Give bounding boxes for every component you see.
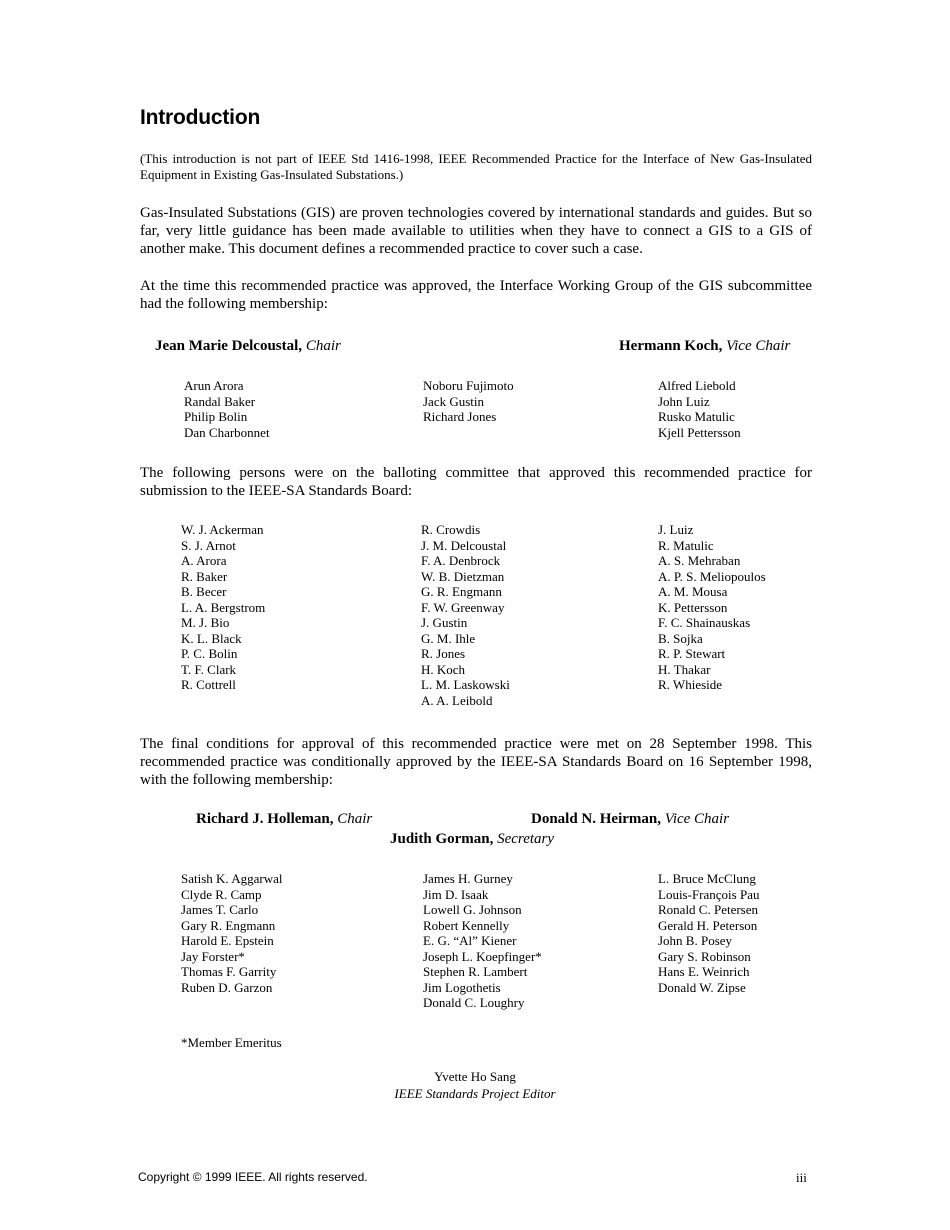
wg-chair — [155, 337, 341, 355]
balloting-member: G. R. Engmann — [421, 584, 502, 599]
board-member: Lowell G. Johnson — [423, 902, 522, 917]
wg-member: John Luiz — [658, 393, 710, 409]
board-member: Ronald C. Petersen — [658, 902, 759, 917]
board-member: Satish K. Aggarwal — [181, 871, 283, 886]
balloting-member: R. Whieside — [658, 677, 723, 692]
approval-paragraph: The final conditions for approval of this recommended practice were met on 28 September 1998. This recommended practice was conditionally approved by the IEEE-SA Standards Board on 16 September 1998, with the following membership: — [140, 736, 812, 788]
board-vice-chair-role: Vice Chair — [664, 811, 730, 827]
board-member: Hans E. Weinrich — [658, 964, 750, 979]
wg-vice-chair — [619, 337, 790, 355]
editor-name: Yvette Ho Sang — [434, 1069, 516, 1084]
balloting-paragraph: The following persons were on the balloting committee that approved this recommended practice for submission to the IEEE-SA Standards Board: — [140, 465, 812, 499]
wg-member: Noboru Fujimoto — [423, 378, 514, 393]
balloting-member: L. A. Bergstrom — [181, 599, 266, 615]
board-member: E. G. “Al” Kiener — [423, 933, 517, 948]
balloting-member: J. M. Delcoustal — [421, 537, 507, 553]
board-member: Donald W. Zipse — [658, 979, 746, 995]
balloting-column-2 — [421, 522, 510, 708]
wg-member: Kjell Pettersson — [658, 424, 741, 440]
page-title: Introduction — [140, 106, 261, 129]
balloting-member: R. Baker — [181, 568, 228, 584]
board-secretary-role: Secretary — [497, 831, 555, 847]
wg-member: Randal Baker — [184, 393, 256, 409]
balloting-member: R. Crowdis — [421, 522, 481, 537]
balloting-member: R. P. Stewart — [658, 646, 726, 661]
board-member: Gary S. Robinson — [658, 948, 751, 964]
balloting-member: G. M. Ihle — [421, 630, 476, 646]
wg-member: Richard Jones — [423, 409, 497, 424]
board-member: Thomas F. Garrity — [181, 964, 277, 979]
wg-member: Philip Bolin — [184, 409, 248, 424]
board-member: Gerald H. Peterson — [658, 917, 758, 933]
balloting-member: H. Thakar — [658, 661, 711, 677]
board-secretary — [390, 830, 554, 848]
board-vice-chair — [531, 810, 729, 828]
board-member: Jim D. Isaak — [423, 886, 489, 902]
wg-member: Rusko Matulic — [658, 409, 735, 424]
balloting-member: R. Jones — [421, 646, 466, 661]
board-member: L. Bruce McClung — [658, 871, 756, 886]
balloting-member: F. C. Shainauskas — [658, 615, 751, 630]
wg-member: Dan Charbonnet — [184, 424, 270, 440]
board-member: James T. Carlo — [181, 902, 259, 917]
board-member: Gary R. Engmann — [181, 917, 276, 933]
board-secretary-name: Judith Gorman, — [390, 831, 494, 847]
balloting-member: L. M. Laskowski — [421, 677, 510, 692]
board-member: Harold E. Epstein — [181, 933, 274, 948]
board-member: Stephen R. Lambert — [423, 964, 528, 979]
footer-copyright: Copyright © 1999 IEEE. All rights reserved. — [138, 1170, 368, 1184]
editor-title: IEEE Standards Project Editor — [394, 1086, 556, 1101]
editor-block — [0, 1068, 950, 1102]
intro-paragraph-1: Gas-Insulated Substations (GIS) are proven technologies covered by international standards and guides. But so far, very little guidance has been made available to utilities when they have to connect a GIS to a GIS of another make. This document defines a recommended practice to cover such a case. — [140, 205, 812, 257]
board-chair — [196, 810, 372, 828]
board-member: James H. Gurney — [423, 871, 513, 886]
board-member: Robert Kennelly — [423, 917, 510, 933]
emeritus-note: *Member Emeritus — [181, 1035, 282, 1050]
balloting-column-1 — [181, 522, 265, 693]
board-member: Jay Forster* — [181, 948, 245, 964]
balloting-member: J. Luiz — [658, 522, 694, 537]
footer-page-number: iii — [796, 1170, 807, 1185]
wg-members-column-1 — [184, 378, 270, 440]
intro-note: (This introduction is not part of IEEE Std 1416-1998, IEEE Recommended Practice for the Interface of New Gas-Insulated Equipment in Existing Gas-Insulated Substations.) — [140, 151, 812, 182]
wg-member: Arun Arora — [184, 378, 244, 393]
wg-members-column-2 — [423, 378, 514, 425]
board-chair-name: Richard J. Holleman, — [196, 811, 334, 827]
balloting-member: K. L. Black — [181, 630, 242, 646]
wg-member: Jack Gustin — [423, 393, 485, 409]
board-member: Clyde R. Camp — [181, 886, 262, 902]
balloting-member: W. J. Ackerman — [181, 522, 264, 537]
board-member: Ruben D. Garzon — [181, 979, 273, 995]
balloting-member: M. J. Bio — [181, 615, 230, 630]
board-member: Donald C. Loughry — [423, 995, 525, 1010]
wg-vice-chair-role: Vice Chair — [726, 338, 791, 354]
intro-paragraph-2: At the time this recommended practice was approved, the Interface Working Group of the GIS subcommittee had the following membership: — [140, 278, 812, 312]
balloting-member: A. S. Mehraban — [658, 553, 741, 568]
balloting-column-3 — [658, 522, 766, 693]
board-member: Jim Logothetis — [423, 979, 501, 995]
balloting-member: K. Pettersson — [658, 599, 728, 615]
board-members-column-2 — [423, 871, 542, 1011]
wg-chair-name: Jean Marie Delcoustal, — [155, 338, 303, 354]
balloting-member: A. A. Leibold — [421, 692, 493, 708]
balloting-member: W. B. Dietzman — [421, 568, 505, 584]
balloting-member: H. Koch — [421, 661, 466, 677]
balloting-member: R. Matulic — [658, 537, 714, 553]
balloting-member: B. Becer — [181, 584, 227, 599]
balloting-member: F. W. Greenway — [421, 599, 505, 615]
balloting-member: A. M. Mousa — [658, 584, 728, 599]
balloting-member: A. P. S. Meliopoulos — [658, 568, 766, 584]
balloting-member: B. Sojka — [658, 630, 703, 646]
balloting-member: T. F. Clark — [181, 661, 237, 677]
board-member: Joseph L. Koepfinger* — [423, 948, 542, 964]
balloting-member: P. C. Bolin — [181, 646, 238, 661]
board-members-column-1 — [181, 871, 282, 995]
board-vice-chair-name: Donald N. Heirman, — [531, 811, 662, 827]
wg-chair-role: Chair — [305, 338, 341, 354]
wg-member: Alfred Liebold — [658, 378, 736, 393]
board-member: Louis-François Pau — [658, 886, 760, 902]
board-chair-role: Chair — [337, 811, 373, 827]
balloting-member: A. Arora — [181, 553, 227, 568]
balloting-member: S. J. Arnot — [181, 537, 236, 553]
balloting-member: R. Cottrell — [181, 677, 236, 692]
balloting-member: F. A. Denbrock — [421, 553, 501, 568]
board-members-column-3 — [658, 871, 759, 995]
wg-vice-chair-name: Hermann Koch, — [619, 338, 723, 354]
wg-members-column-3 — [658, 378, 741, 440]
balloting-member: J. Gustin — [421, 615, 468, 630]
board-member: John B. Posey — [658, 933, 733, 948]
